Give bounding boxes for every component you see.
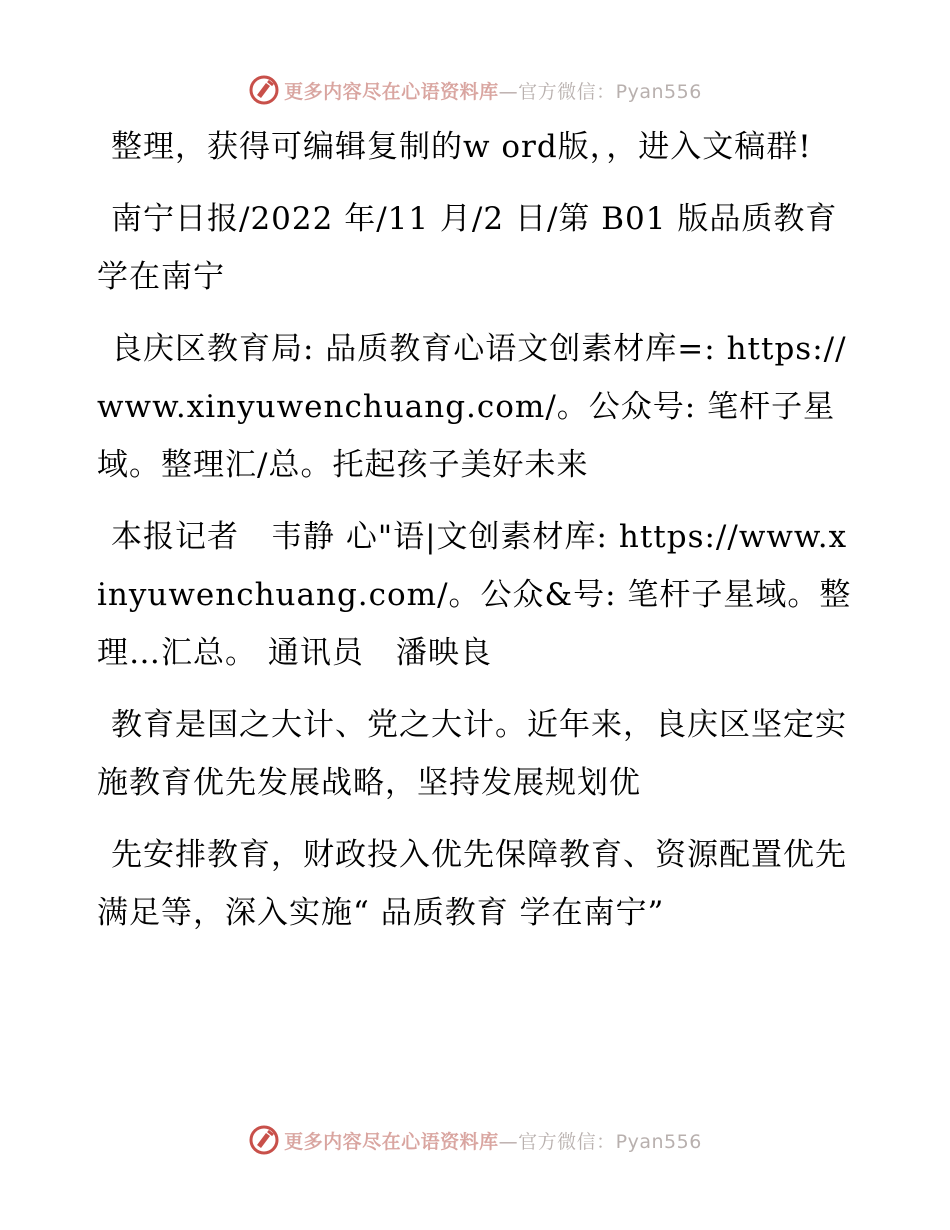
- paragraph-intro: 整理，获得可编辑复制的w ord版，，进入文稿群!: [111, 129, 812, 165]
- logo-icon: [248, 74, 280, 106]
- paragraph-body-2: 先安排教育，财政投入优先保障教育、资源配置优先满足等，深入实施“ 品质教育 学在南宁”: [97, 837, 847, 931]
- paragraph-byline: 本报记者 韦静 心"语|文创素材库: https://www.xinyuwenchuang.com/。公众&号: 笔杆子星域。整理…汇总。 通讯员 潘映良: [97, 519, 852, 671]
- footer-watermark-banner: [0, 1120, 950, 1160]
- watermark-text: [284, 1127, 702, 1154]
- paragraph-body-1: 教育是国之大计、党之大计。近年来，良庆区坚定实施教育优先发展战略，坚持发展规划优: [97, 707, 847, 801]
- logo-icon: [248, 1124, 280, 1156]
- paragraph-source: 南宁日报/2022 年/11 月/2 日/第 B01 版品质教育 学在南宁: [97, 201, 838, 295]
- watermark-wechat: 官方微信：Pyan556: [518, 1130, 702, 1153]
- paragraph-headline: 良庆区教育局: 品质教育心语文创素材库=: https://www.xinyuwenchuang.com/。公众号: 笔杆子星域。整理汇/总。托起孩子美好未来: [97, 331, 847, 483]
- watermark-brand: 更多内容尽在心语资料库: [284, 80, 499, 103]
- watermark-wechat: 官方微信：Pyan556: [518, 80, 702, 103]
- watermark-separator: —: [498, 1130, 519, 1153]
- document-body: [97, 118, 857, 956]
- header-watermark-banner: [0, 70, 950, 110]
- watermark-brand: 更多内容尽在心语资料库: [284, 1130, 499, 1153]
- watermark-separator: —: [498, 80, 519, 103]
- watermark-text: [284, 77, 702, 104]
